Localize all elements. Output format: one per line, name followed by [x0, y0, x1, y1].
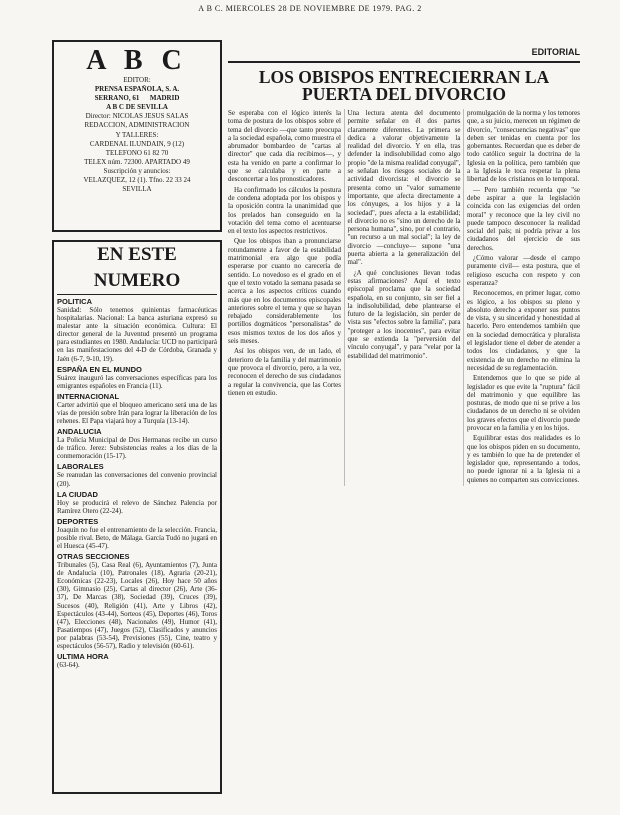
- page-header: A B C. MIERCOLES 28 DE NOVIEMBRE DE 1979. PAG. 2: [198, 4, 422, 13]
- index-section-body: Hoy se producirá el relevo de Sánchez Palencia por Ramírez Otero (22-24).: [57, 498, 217, 515]
- editorial-paragraph: Ha confirmado los cálculos la postura de condena adoptada por los obispos y la oposición contra la unanimidad que los prelados han conseguido en la votación del tema como el acentuarse en el texto los aspectos restrictivos.: [228, 185, 341, 236]
- masthead-line: SERRANO, 61 MADRID: [94, 94, 180, 103]
- editorial-paragraph: promulgación de la norma y los temores que, a su juicio, merecen un régimen de divorcio, "consecuencias negativas" que deben ser tenidas en cuenta por los gobernantes. Recuerdan que es deber de todo católico seguir la doctrina de la Iglesia en la política, pero también que a la Iglesia le toca respetar la plena libertad de los cristianos en lo temporal.: [467, 109, 580, 184]
- index-section-body: Se reanudan las conversaciones del convenio provincial (20).: [57, 471, 217, 488]
- index-section-body: Carter advirtió que el bloqueo americano será una de las vías de presión sobre Irán para lograr la liberación de los rehenes. El Papa viajará hoy a Turquía (13-14).: [57, 400, 217, 426]
- index-section-body: La Policía Municipal de Dos Hermanas recibe un curso de tráfico. Jerez: Subsistencias reales a los días de la conmemoración (15-17).: [57, 436, 217, 461]
- masthead-line: CARDENAL ILUNDAIN, 9 (12): [89, 139, 185, 148]
- editorial-paragraph: ¿Cómo valorar —desde el campo puramente civil— esta postura, que el religioso escucha con respeto y con esperanza?: [467, 254, 580, 287]
- editorial-column: [348, 109, 461, 486]
- editorial-paragraph: Una lectura atenta del documento permite señalar en él dos partes claramente diferentes. La primera se dedica a valorar objetivamente la realidad del divorcio. Y en ella, tras defender la indisolubilidad como algo propio "de la misma realidad conyugal", se señalan los riesgos sociales de la actividad divorcista: el divorcio se presenta como un "valor sumamente importante, que afecta directamente a los cónyuges, a los hijos y a la sociedad", pues afecta a la estabilidad; el divorcio no es "sino un derecho de la persona humana", sino, por el contrario, "un recurso a un mal social"; la ley de divorcio —concluye— supone "una puerta abierta a la generalización del mal".: [347, 109, 461, 267]
- editorial-rule: [228, 61, 580, 63]
- index-section-body: (63-64).: [57, 661, 80, 670]
- masthead-line: SEVILLA: [122, 185, 152, 194]
- editorial-headline: LOS OBISPOS ENTRECIERRAN LA PUERTA DEL DIVORCIO: [258, 67, 550, 104]
- editorial-paragraph: Así los obispos ven, de un lado, el deterioro de la familia y del matrimonio que provoca el divorcio, pero, a la vez, reconocen el derecho de sus ciudadanos a regular la convivencia, que las Cortes tienen en estudio.: [228, 347, 341, 397]
- index-title: EN ESTE NUMERO: [57, 242, 217, 295]
- masthead-box: [52, 40, 222, 232]
- index-section-title: ULTIMA HORA: [57, 652, 109, 662]
- masthead-line: Suscripción y anuncios:: [103, 166, 171, 175]
- index-section-title: LA CIUDAD: [57, 489, 98, 499]
- index-section-body: Tribunales (5), Casa Real (6), Ayuntamientos (7), Junta de Andalucía (10), Patronales (18), Agraria (20-21), Económicas (22-23), Locales (26), Hoy hace 50 años (30), Gimnasio (25), Cartas al director (26), Arte (36-37), De Marcas (38), Sociedad (39), Cruces (39), Sucesos (40), Religión (41), Arte y Libros (42), Espectáculos (43-44), Sorteos (45), Deportes (46), Toros (47), Elecciones (48), Nacionales (49), Humor (41), Pasatiempos (47), Juegos (52), Clasificados y anuncios por palabras (53-54), Previsiones (55), Cine, teatro y espectáculos (56-57), Radio y televisión (60-61).: [57, 561, 217, 650]
- editorial-paragraph: Equilibrar estas dos realidades es lo que los obispos piden en su documento, y es también lo que ha de pretender el legislador que, representando a todos, no puede ignorar ni a la Iglesia ni a quienes no comparten sus convicciones.: [467, 434, 580, 484]
- masthead-line: REDACCION, ADMINISTRACION: [84, 121, 190, 130]
- editorial-area: [228, 47, 580, 486]
- masthead-line: A B C DE SEVILLA: [106, 103, 168, 112]
- editorial-label: EDITORIAL: [531, 47, 580, 57]
- editorial-paragraph: — Pero también recuerda que "se debe aspirar a que la legislación coincida con las exigencias del orden moral" y reconoce que la ley civil no puede tampoco desconocer la realidad social del país; ni podría privar a los ciudadanos del ejercicio de sus derechos.: [467, 185, 580, 252]
- index-section-body: Joaquín no fue el entrenamiento de la selección. Francia, posible rival. Beto, de Málaga. García Tudó no jugará en el Huesca (45-47).: [57, 525, 217, 550]
- masthead-line: Y TALLERES:: [115, 130, 159, 139]
- index-section-title: ANDALUCIA: [57, 427, 102, 437]
- index-section-title: POLITICA: [57, 297, 92, 306]
- masthead-line: PRENSA ESPAÑOLA, S. A.: [94, 85, 180, 94]
- editorial-column: [467, 109, 580, 486]
- editorial-column: [228, 109, 341, 486]
- index-section-title: INTERNACIONAL: [57, 391, 120, 401]
- column-divider: [344, 109, 345, 486]
- editorial-paragraph: Reconocemos, en primer lugar, como es lógico, a los obispos su pleno y absoluto derecho a exponer sus puntos de vista, y su sinceridad y honestidad al hacerlo. Pero entendemos también que en la sociedad democrática y pluralista el legislador tiene el deber de atender a todos los ciudadanos, y que la existencia de un derecho no elimina la necesidad de su reglamentación.: [467, 289, 580, 372]
- editorial-paragraph: Se esperaba con el lógico interés la toma de postura de los obispos sobre el tema del divorcio —que tanto preocupa a la sociedad española, como muestra el abrumador bombardeo de "cartas al director" que cada día recibimos—, y esta ha venido en parte a confirmar lo que se calculaba y en parte a desconcertar a los pronosticadores.: [228, 109, 341, 184]
- abc-logo: A B C: [86, 45, 188, 76]
- masthead-line: TELEX núm. 72300. APARTADO 49: [84, 157, 190, 166]
- index-section-title: LABORALES: [57, 462, 104, 472]
- index-section-body: Suárez inauguró las conversaciones específicas para los emigrantes españoles en Francia (11).: [57, 373, 217, 390]
- editorial-paragraph: ¿A qué conclusiones llevan todas estas afirmaciones? Aquí el texto episcopal proclama que la sociedad española, en su conjunto, sin ser fiel a la indisolubilidad, debe plantearse el futuro de la legislación, sin perder de vista sus "efectos sobre la familia", para "proteger a los inocentes", para evitar que se extienda la "perversión del vínculo conyugal", y para "velar por la estabilidad del matrimonio".: [347, 268, 461, 360]
- index-box: [52, 240, 222, 794]
- index-section-title: ESPAÑA EN EL MUNDO: [57, 364, 142, 374]
- index-section-title: DEPORTES: [57, 516, 99, 526]
- index-section-body: Sanidad: Sólo tenemos quinientas farmacéuticas hospitalarias. Nacional: La banca asturiana expresó su malestar ante la situación económica. Cultura: El director general de la Juventud presentó un programa para estudiantes en 1980. Andalucía: UCD no participará en las manifestaciones del 4-D de Córdoba, Granada y Jaén (6-7, 9-10, 19).: [57, 306, 217, 363]
- masthead-line: VELAZQUEZ, 12 (1). Tfno. 22 33 24: [83, 176, 191, 185]
- masthead-line: EDITOR:: [123, 76, 151, 84]
- masthead-line: Director: NICOLAS JESUS SALAS: [85, 112, 189, 121]
- index-section-title: OTRAS SECCIONES: [57, 552, 130, 562]
- left-column: [52, 40, 222, 794]
- masthead-line: TELEFONO 61 82 70: [105, 148, 169, 157]
- editorial-paragraph: Entendemos que lo que se pide al legislador es que evite la "ruptura" fácil del matrimonio y que equilibre las posturas, de modo que ni se prive a los ciudadanos de un derecho ni se olviden los graves efectos que el divorcio puede provocar en la familia y en los hijos.: [467, 374, 580, 432]
- editorial-columns: [228, 109, 580, 486]
- column-divider: [463, 109, 464, 486]
- editorial-paragraph: Que los obispos iban a pronunciarse rotundamente a favor de la estabilidad matrimonial era algo que podía esperarse por cuanto no carecería de sentido. Lo novedoso es el grado en el que el texto votado la semana pasada se acerca a los aspectos críticos cuando más que en los documentos episcopales anteriores sobre el tema y que se hayan rebajado considerablemente los portillos dogmáticos "personalistas" de esos mismos textos de los dos años y seis meses.: [228, 237, 341, 346]
